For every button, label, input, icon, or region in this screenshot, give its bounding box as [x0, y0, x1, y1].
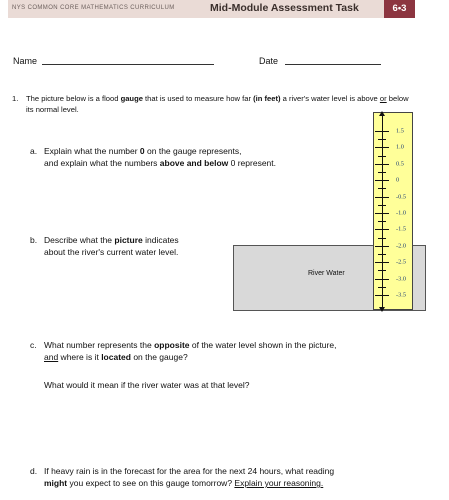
gauge-tick-label: -3.0 [396, 275, 406, 283]
gauge-major-tick [375, 295, 389, 296]
gauge-tick-label: -2.0 [396, 242, 406, 250]
question-d-line1: If heavy rain is in the forecast for the area for the next 24 hours, what reading [44, 466, 335, 476]
gauge-major-tick [375, 180, 389, 181]
name-line[interactable] [42, 64, 214, 65]
gauge-tick-label: -3.5 [396, 291, 406, 299]
question-b-letter: b. [30, 235, 38, 245]
task-title: Mid-Module Assessment Task [210, 2, 359, 14]
gauge-major-tick [375, 147, 389, 148]
gauge-minor-tick [378, 156, 386, 157]
gauge-tick-label: 0.5 [396, 160, 404, 168]
name-label: Name [13, 56, 38, 66]
gauge-minor-tick [378, 287, 386, 288]
question-a-letter: a. [30, 146, 38, 156]
question-b-line2: about the river's current water level. [44, 247, 179, 257]
question-a-line2: and explain what the numbers above and below 0 represent. [44, 158, 277, 168]
gauge-minor-tick [378, 188, 386, 189]
question-c-line1: What number represents the opposite of the water level shown in the picture, [44, 340, 337, 350]
question-c-followup: What would it mean if the river water was at that level? [44, 380, 250, 390]
question-d-letter: d. [30, 466, 38, 476]
gauge-down-arrow-icon [379, 307, 385, 312]
gauge-tick-label: 0 [396, 176, 400, 184]
gauge-tick-label: 1.0 [396, 143, 404, 151]
gauge-major-tick [375, 229, 389, 230]
gauge-major-tick [375, 197, 389, 198]
problem-text: The picture below is a flood gauge that is used to measure how far (in feet) a river's water level is above or below its normal level. [26, 94, 409, 114]
gauge-minor-tick [378, 172, 386, 173]
question-a-line1: Explain what the number 0 on the gauge represents, [44, 146, 242, 156]
question-c-letter: c. [30, 340, 37, 350]
gauge-major-tick [375, 131, 389, 132]
date-line[interactable] [285, 64, 381, 65]
gauge-major-tick [375, 164, 389, 165]
question-b-line1: Describe what the picture indicates [44, 235, 179, 245]
gauge-minor-tick [378, 254, 386, 255]
gauge-major-tick [375, 262, 389, 263]
date-label: Date [259, 56, 279, 66]
gauge-minor-tick [378, 238, 386, 239]
gauge-tick-label: -2.5 [396, 258, 406, 266]
gauge-major-tick [375, 246, 389, 247]
gauge-major-tick [375, 213, 389, 214]
river-water-label: River Water [308, 270, 345, 277]
gauge-tick-label: 1.5 [396, 127, 404, 135]
flood-gauge [373, 112, 413, 310]
gauge-minor-tick [378, 221, 386, 222]
question-c-line2: and where is it located on the gauge? [44, 352, 188, 362]
gauge-minor-tick [378, 139, 386, 140]
grade-module-badge: 6•3 [384, 0, 415, 18]
gauge-minor-tick [378, 205, 386, 206]
curriculum-label: NYS COMMON CORE MATHEMATICS CURRICULUM [12, 5, 175, 11]
gauge-tick-label: -1.0 [396, 209, 406, 217]
question-d-line2: might you expect to see on this gauge tomorrow? Explain your reasoning. [44, 478, 324, 488]
problem-number: 1. [12, 94, 19, 103]
gauge-major-tick [375, 279, 389, 280]
gauge-tick-label: -1.5 [396, 225, 406, 233]
gauge-minor-tick [378, 270, 386, 271]
gauge-up-arrow-icon [379, 111, 385, 116]
gauge-tick-label: -0.5 [396, 193, 406, 201]
